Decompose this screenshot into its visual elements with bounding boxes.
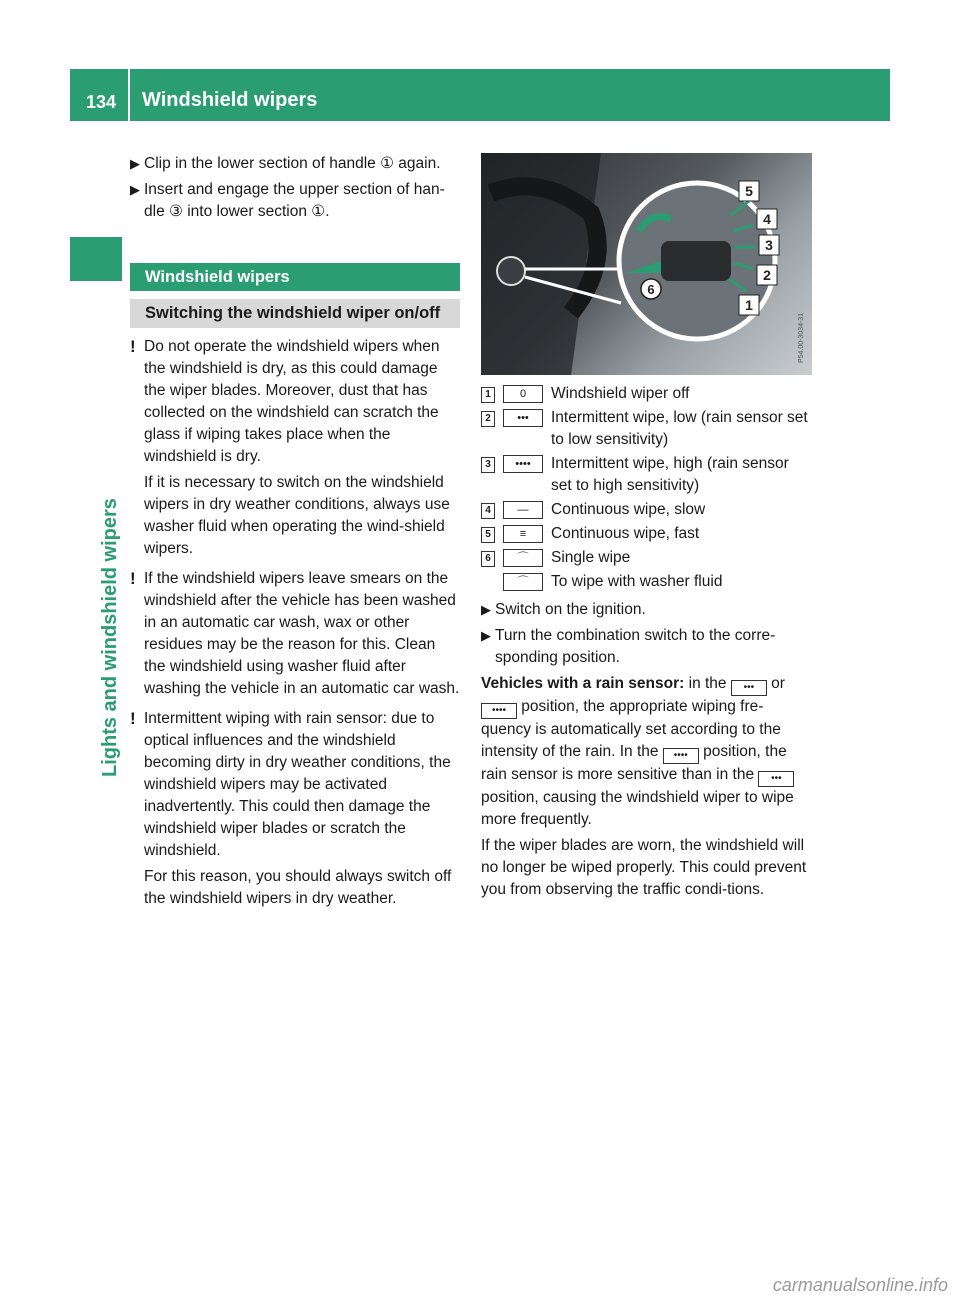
section-heading: Windshield wipers xyxy=(130,263,460,291)
figure-callout: 6 xyxy=(647,282,655,297)
legend-text: To wipe with washer fluid xyxy=(551,573,723,590)
chapter-marker xyxy=(70,237,122,281)
legend-item xyxy=(481,571,812,593)
legend-list xyxy=(481,383,812,593)
warning-text: Intermittent wiping with rain sensor: due to optical influences and the windshield becoming dirty in dry weather conditions, the windshield wipers may be activated inadvertently. This could then damage the windshield wiper blades or scratch the windshield. xyxy=(144,710,451,859)
figure-callout: 4 xyxy=(763,211,771,227)
warning-icon: ! xyxy=(130,569,136,588)
intermittent-low-icon: ••• xyxy=(758,771,794,787)
page-number: 134 xyxy=(86,92,117,112)
washer-fluid-icon: ⌒ xyxy=(503,573,543,591)
warning-text: Do not operate the windshield wipers when the windshield is dry, as this could damage the wiper blades. Moreover, dust that has collected on the windshield can scratch the glass if wiping takes place when the windshield is dry. xyxy=(144,338,440,465)
right-column xyxy=(481,153,812,901)
ref-marker: ① xyxy=(311,203,326,220)
legend-item xyxy=(481,383,812,405)
warning-block xyxy=(130,336,460,560)
instruction-step: ▶ Insert and engage the upper section of han-dle ③ into lower section ①. xyxy=(130,181,445,220)
step-arrow-icon: ▶ xyxy=(130,156,140,171)
legend-item xyxy=(481,547,812,569)
figure-callout: 3 xyxy=(765,237,773,253)
continuous-slow-icon: — xyxy=(503,501,543,519)
worn-blades-paragraph: If the wiper blades are worn, the windshield will no longer be wiped properly. This could prevent you from observing the traffic condi-tions. xyxy=(481,837,807,898)
page-header xyxy=(70,69,890,121)
header-divider xyxy=(128,69,130,121)
left-column xyxy=(130,153,460,914)
watermark: carmanualsonline.info xyxy=(772,1275,948,1295)
step-arrow-icon: ▶ xyxy=(130,182,140,197)
warning-text: For this reason, you should always switch off the windshield wipers in dry weather. xyxy=(144,868,452,907)
legend-text: Windshield wiper off xyxy=(551,385,690,402)
page-title: Windshield wipers xyxy=(142,89,318,111)
subsection-heading: Switching the windshield wiper on/off xyxy=(130,299,460,328)
legend-number: 2 xyxy=(481,411,495,427)
figure-code: P54.00-3034-31 xyxy=(798,312,805,363)
legend-number: 3 xyxy=(481,457,495,473)
intermittent-low-icon: ••• xyxy=(503,409,543,427)
intermittent-high-icon: •••• xyxy=(663,748,699,764)
wiper-off-icon: 0 xyxy=(503,385,543,403)
legend-text: Continuous wipe, slow xyxy=(551,501,706,518)
intermittent-high-icon: •••• xyxy=(503,455,543,473)
single-wipe-icon: ⌒ xyxy=(503,549,543,567)
warning-block xyxy=(130,568,460,700)
legend-text: Continuous wipe, fast xyxy=(551,525,700,542)
ref-marker: ③ xyxy=(169,203,183,220)
legend-text: Intermittent wipe, low (rain sensor set to low sensitivity) xyxy=(551,409,808,448)
warning-text: If the windshield wipers leave smears on the windshield after the vehicle has been washed in an automatic car wash, wax or other residues may be the reason for this. Clean the windshield using washer fluid after washing the vehicle in an automatic car wash. xyxy=(144,570,460,697)
step-arrow-icon: ▶ xyxy=(481,628,491,643)
legend-item xyxy=(481,453,812,497)
warning-text: If it is necessary to switch on the windshield wipers in dry weather conditions, always use washer fluid when operating the wind-shield wipers. xyxy=(144,474,450,557)
wiper-switch-illustration xyxy=(481,153,812,375)
legend-number: 5 xyxy=(481,527,495,543)
figure-callout: 2 xyxy=(763,267,771,283)
continuous-fast-icon: ≡ xyxy=(503,525,543,543)
chapter-side-tab xyxy=(70,237,122,777)
instruction-step: ▶ Clip in the lower section of handle ① again. xyxy=(130,153,460,175)
legend-number: 6 xyxy=(481,551,495,567)
step-arrow-icon: ▶ xyxy=(481,602,491,617)
rain-sensor-paragraph: Vehicles with a rain sensor: in the ••• or •••• position, the appropriate wiping fre-quency is automatically set according to the intensity of the rain. In the •••• position, the rain sensor is more sensitive than in the ••• position, causing the windshield wiper to wipe more frequently. xyxy=(481,675,794,828)
figure-callout: 1 xyxy=(745,297,753,313)
instruction-step: ▶ Turn the combination switch to the corre-sponding position. xyxy=(481,627,776,666)
legend-number: 4 xyxy=(481,503,495,519)
legend-text: Intermittent wipe, high (rain sensor set to high sensitivity) xyxy=(551,455,789,494)
ref-marker: ① xyxy=(380,155,394,172)
chapter-label: Lights and windshield wipers xyxy=(99,498,121,777)
legend-item xyxy=(481,523,812,545)
warning-block xyxy=(130,708,460,910)
instruction-step: ▶ Switch on the ignition. xyxy=(481,599,812,621)
warning-icon: ! xyxy=(130,337,136,356)
warning-icon: ! xyxy=(130,709,136,728)
legend-item xyxy=(481,407,812,451)
illustration-svg xyxy=(481,153,812,375)
intermittent-high-icon: •••• xyxy=(481,703,517,719)
legend-item xyxy=(481,499,812,521)
legend-number: 1 xyxy=(481,387,495,403)
figure-callout: 5 xyxy=(745,183,753,199)
intermittent-low-icon: ••• xyxy=(731,680,767,696)
legend-text: Single wipe xyxy=(551,549,631,566)
